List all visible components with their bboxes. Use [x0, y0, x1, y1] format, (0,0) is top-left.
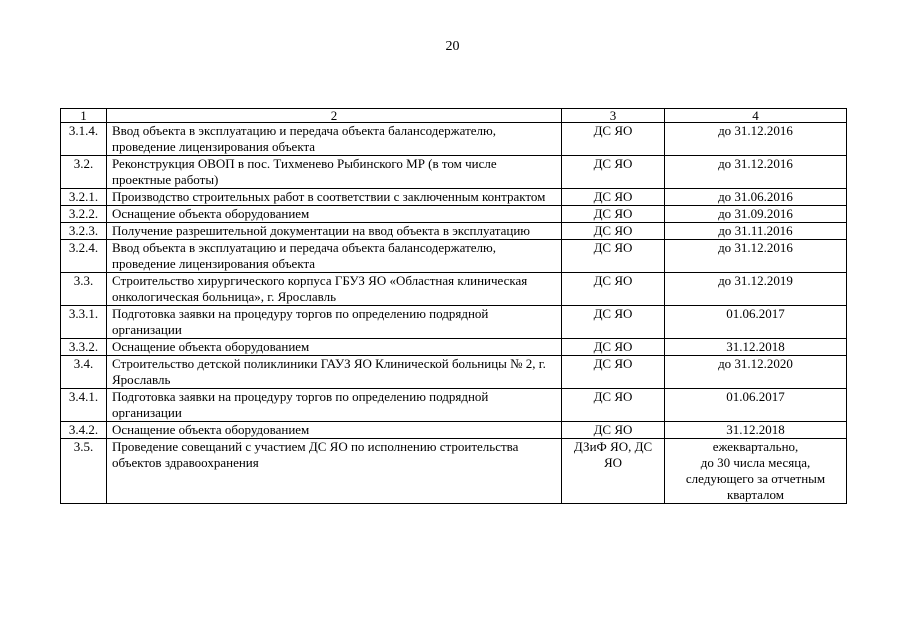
item-number-cell: 3.2.	[61, 156, 107, 189]
item-description-cell: Оснащение объекта оборудованием	[107, 422, 562, 439]
executor-cell: ДС ЯО	[562, 273, 665, 306]
deadline-line: ежеквартально,	[712, 439, 799, 454]
item-number-cell: 3.2.4.	[61, 240, 107, 273]
table-row	[61, 356, 847, 389]
deadline-cell: 31.12.2018	[665, 422, 847, 439]
table-row	[61, 240, 847, 273]
deadline-cell: 31.12.2018	[665, 339, 847, 356]
item-number-cell: 3.4.2.	[61, 422, 107, 439]
item-number-cell: 3.4.1.	[61, 389, 107, 422]
executor-cell: ДС ЯО	[562, 123, 665, 156]
item-description-cell: Реконструкция ОВОП в пос. Тихменево Рыбинского МР (в том числе проектные работы)	[107, 156, 562, 189]
column-header: 2	[107, 109, 562, 123]
item-number-cell: 3.2.1.	[61, 189, 107, 206]
table-row	[61, 156, 847, 189]
item-description-cell: Подготовка заявки на процедуру торгов по определению подрядной организации	[107, 306, 562, 339]
item-description-cell: Ввод объекта в эксплуатацию и передача объекта балансодержателю, проведение лицензирования объекта	[107, 240, 562, 273]
item-description-cell: Проведение совещаний с участием ДС ЯО по исполнению строительства объектов здравоохранения	[107, 439, 562, 504]
deadline-cell: 01.06.2017	[665, 389, 847, 422]
deadline-cell: до 31.12.2019	[665, 273, 847, 306]
item-number-cell: 3.2.3.	[61, 223, 107, 240]
table-row	[61, 189, 847, 206]
executor-cell: ДС ЯО	[562, 240, 665, 273]
item-number-cell: 3.3.2.	[61, 339, 107, 356]
deadline-cell: до 31.06.2016	[665, 189, 847, 206]
item-number-cell: 3.5.	[61, 439, 107, 504]
table-header-row	[61, 109, 847, 123]
deadline-line: кварталом	[726, 487, 785, 502]
item-number-cell: 3.4.	[61, 356, 107, 389]
column-header: 4	[665, 109, 847, 123]
table-row	[61, 439, 847, 504]
deadline-cell: до 31.12.2016	[665, 156, 847, 189]
item-number-cell: 3.2.2.	[61, 206, 107, 223]
executor-cell: ДС ЯО	[562, 356, 665, 389]
deadline-cell: до 31.11.2016	[665, 223, 847, 240]
item-description-cell: Ввод объекта в эксплуатацию и передача объекта балансодержателю, проведение лицензирования объекта	[107, 123, 562, 156]
table-row	[61, 223, 847, 240]
executor-cell: ДЗиФ ЯО, ДС ЯО	[562, 439, 665, 504]
item-number-cell: 3.3.	[61, 273, 107, 306]
deadline-cell: 01.06.2017	[665, 306, 847, 339]
deadline-cell: до 31.09.2016	[665, 206, 847, 223]
table-row	[61, 306, 847, 339]
deadline-cell: до 31.12.2016	[665, 123, 847, 156]
deadline-cell	[665, 439, 847, 504]
column-header: 1	[61, 109, 107, 123]
executor-cell: ДС ЯО	[562, 339, 665, 356]
executor-cell: ДС ЯО	[562, 156, 665, 189]
deadline-cell: до 31.12.2020	[665, 356, 847, 389]
deadline-cell: до 31.12.2016	[665, 240, 847, 273]
executor-cell: ДС ЯО	[562, 223, 665, 240]
item-number-cell: 3.3.1.	[61, 306, 107, 339]
table-row	[61, 123, 847, 156]
item-description-cell: Производство строительных работ в соответствии с заключенным контрактом	[107, 189, 562, 206]
item-description-cell: Получение разрешительной документации на ввод объекта в эксплуатацию	[107, 223, 562, 240]
item-description-cell: Строительство детской поликлиники ГАУЗ ЯО Клинической больницы № 2, г. Ярославль	[107, 356, 562, 389]
table-row	[61, 206, 847, 223]
column-header: 3	[562, 109, 665, 123]
plan-table	[60, 108, 847, 504]
table-row	[61, 389, 847, 422]
executor-cell: ДС ЯО	[562, 422, 665, 439]
item-description-cell: Оснащение объекта оборудованием	[107, 339, 562, 356]
executor-cell: ДС ЯО	[562, 306, 665, 339]
page-number: 20	[445, 39, 460, 54]
table-row	[61, 339, 847, 356]
executor-cell: ДС ЯО	[562, 206, 665, 223]
table-row	[61, 422, 847, 439]
executor-cell: ДС ЯО	[562, 189, 665, 206]
deadline-line: до 30 числа месяца,	[700, 455, 811, 470]
item-description-cell: Оснащение объекта оборудованием	[107, 206, 562, 223]
deadline-line: следующего за отчетным	[685, 471, 826, 486]
executor-cell: ДС ЯО	[562, 389, 665, 422]
item-description-cell: Строительство хирургического корпуса ГБУЗ ЯО «Областная клиническая онкологическая больница», г. Ярославль	[107, 273, 562, 306]
item-description-cell: Подготовка заявки на процедуру торгов по определению подрядной организации	[107, 389, 562, 422]
table-row	[61, 273, 847, 306]
item-number-cell: 3.1.4.	[61, 123, 107, 156]
